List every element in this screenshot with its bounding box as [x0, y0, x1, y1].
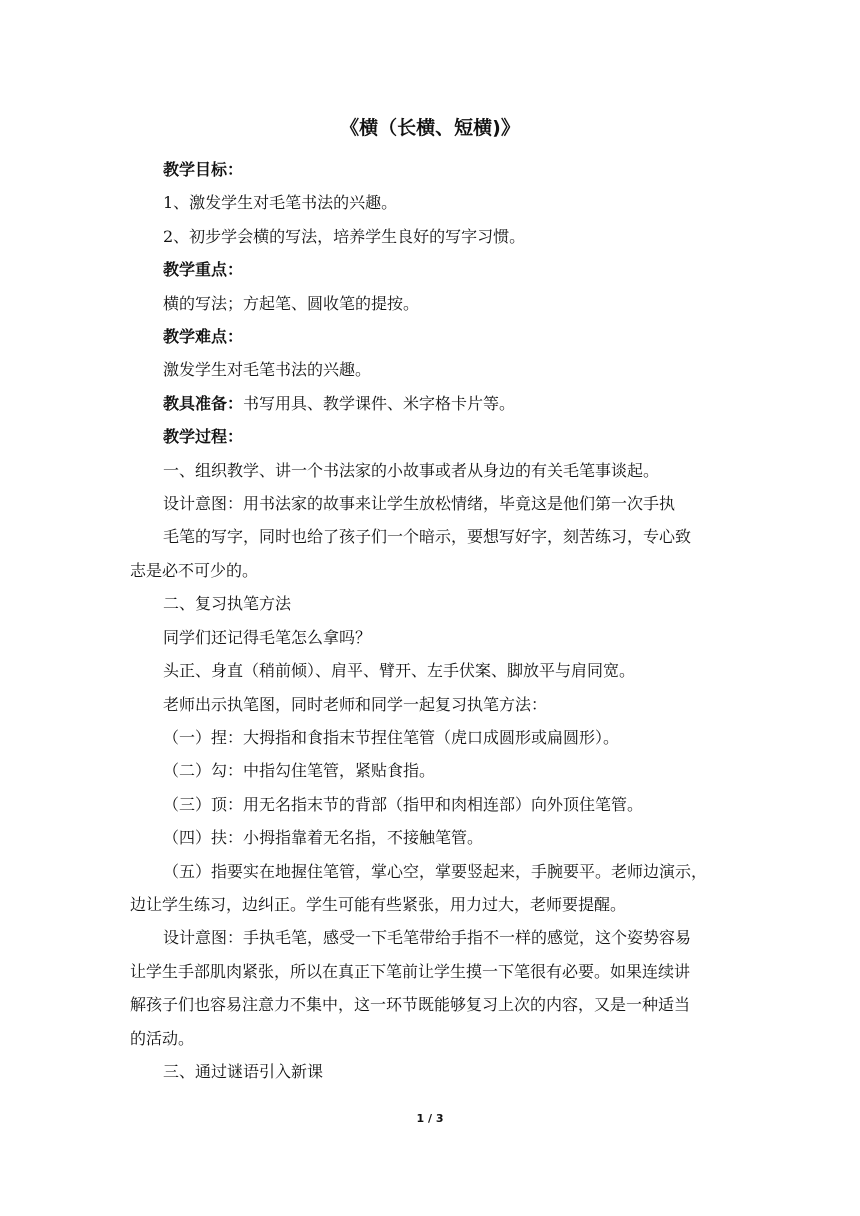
method-5-line-2: 边让学生练习，边纠正。学生可能有些紧张，用力过大，老师要提醒。 — [130, 894, 627, 914]
key-points-heading: 教学重点： — [163, 260, 244, 280]
step-2: 二、复习执笔方法 — [163, 594, 292, 614]
method-5-line-1: （五）指要实在地握住笔管，掌心空，掌要竖起来，手腕要平。老师边演示， — [163, 861, 708, 881]
intent-1-line-3: 志是必不可少的。 — [130, 560, 259, 580]
intent-1-line-2: 毛笔的写字，同时也给了孩子们一个暗示，要想写好字，刻苦练习，专心致 — [163, 527, 692, 547]
method-1: （一）捏：大拇指和食指末节捏住笔管（虎口成圆形或扁圆形）。 — [163, 727, 620, 747]
tools-paragraph — [163, 387, 741, 420]
process-heading: 教学过程： — [163, 427, 244, 447]
step-3: 三、通过谜语引入新课 — [163, 1061, 324, 1081]
intent-2-line-4: 的活动。 — [130, 1028, 195, 1048]
page-number: 1 / 3 — [416, 1112, 444, 1125]
tools-heading: 教具准备： — [163, 393, 244, 413]
goal-1: 1、激发学生对毛笔书法的兴趣。 — [163, 193, 398, 213]
document-body — [130, 153, 741, 1088]
page-title: 《横（长横、短横)》 — [340, 117, 520, 139]
intent-2-line-3: 解孩子们也容易注意力不集中，这一环节既能够复习上次的内容，又是一种适当 — [130, 995, 691, 1015]
demo: 老师出示执笔图，同时老师和同学一起复习执笔方法： — [163, 694, 548, 714]
intent-1-line-1: 设计意图：用书法家的故事来让学生放松情绪，毕竟这是他们第一次手执 — [163, 494, 676, 514]
goal-2: 2、初步学会横的写法，培养学生良好的写字习惯。 — [163, 226, 526, 246]
goals-heading: 教学目标： — [163, 160, 244, 179]
method-3: （三）顶：用无名指末节的背部（指甲和肉相连部）向外顶住笔管。 — [163, 794, 644, 814]
method-4: （四）扶：小拇指靠着无名指，不接触笔管。 — [163, 828, 484, 848]
tools-text: 书写用具、教学课件、米字格卡片等。 — [243, 393, 516, 413]
step-1: 一、组织教学、讲一个书法家的小故事或者从身边的有关毛笔事谈起。 — [163, 460, 660, 480]
intent-2-line-2: 让学生手部肌肉紧张，所以在真正下笔前让学生摸一下笔很有必要。如果连续讲 — [130, 961, 691, 981]
difficulty-heading: 教学难点： — [163, 327, 244, 347]
posture: 头正、身直（稍前倾）、肩平、臂开、左手伏案、脚放平与肩同宽。 — [163, 661, 636, 681]
method-2: （二）勾：中指勾住笔管，紧贴食指。 — [163, 761, 436, 781]
intent-2-line-1: 设计意图：手执毛笔，感受一下毛笔带给手指不一样的感觉，这个姿势容易 — [163, 928, 692, 948]
difficulty-text: 激发学生对毛笔书法的兴趣。 — [163, 360, 372, 380]
question: 同学们还记得毛笔怎么拿吗？ — [163, 627, 372, 647]
key-points-text: 横的写法；方起笔、圆收笔的提按。 — [163, 293, 420, 313]
